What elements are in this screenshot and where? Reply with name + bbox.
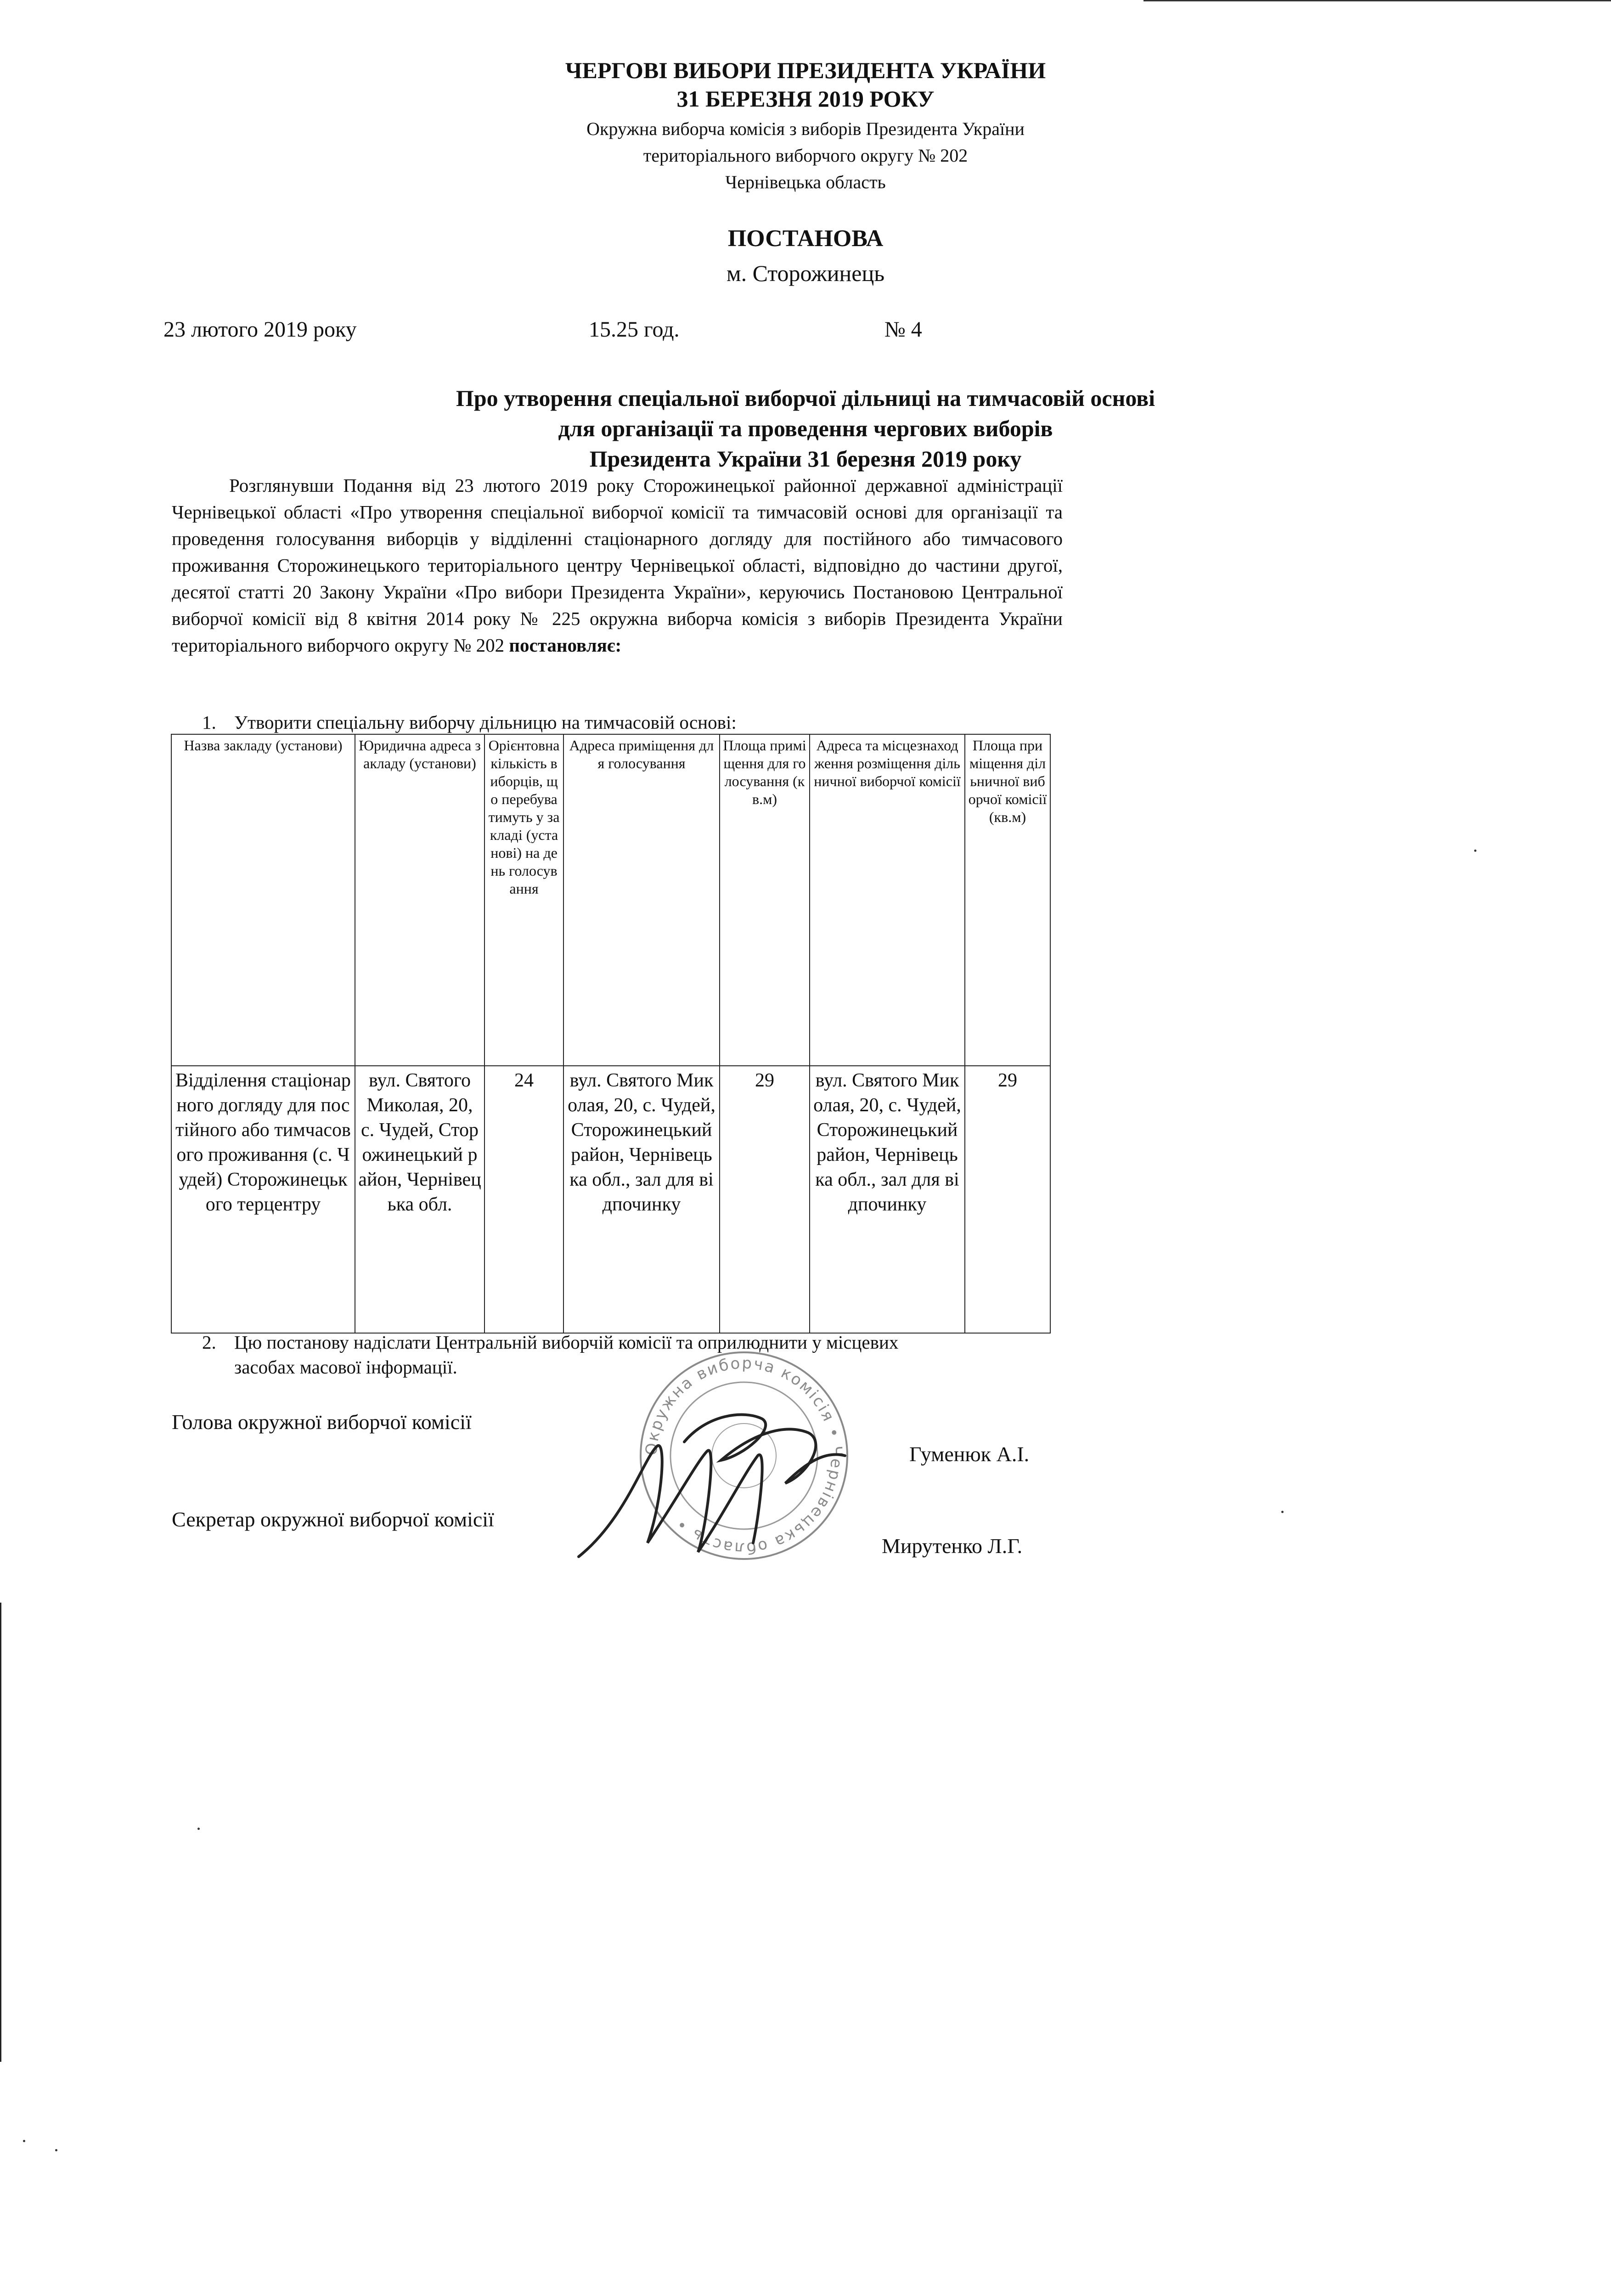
- item-1-text: Утворити спеціальну виборчу дільницю на тимчасовій основі:: [234, 712, 737, 733]
- table-cell: 24: [484, 1066, 563, 1333]
- scan-speck: [55, 2149, 57, 2151]
- subject-line-1: Про утворення спеціальної виборчої дільниці на тимчасовій основі: [456, 385, 1155, 411]
- scan-speck: [197, 1828, 200, 1830]
- table-header-cell: Юридична адреса закладу (установи): [355, 734, 484, 1066]
- chair-name: Гуменюк А.І.: [909, 1442, 1030, 1466]
- item-1: [202, 710, 737, 735]
- secretary-name: Мирутенко Л.Г.: [882, 1534, 1023, 1558]
- document-number: № 4: [884, 317, 922, 342]
- scan-speck: [1474, 850, 1476, 852]
- document-time: 15.25 год.: [589, 317, 680, 342]
- table-cell: 29: [720, 1066, 810, 1333]
- polling-station-table: [171, 734, 1051, 1334]
- table-cell: вул. Святого Миколая, 20, с. Чудей, Сторожинецький район, Чернівецька обл., зал для відпочинку: [810, 1066, 965, 1333]
- signature-scribble: [569, 1405, 854, 1570]
- svg-text:Окружна виборча комісія • Черн: Окружна виборча комісія • Чернівецька область •: [642, 1354, 846, 1558]
- scan-edge-line: [1143, 0, 1611, 1]
- preamble-text: Розглянувши Подання від 23 лютого 2019 року Сторожинецької районної державної адміністрації Чернівецької області «Про утворення спеціальної виборчої комісії та тимчасовій основі для організації та проведення голосування виборців у відділенні стаціонарного догляду для постійного або тимчасового проживання Сторожинецького територіального центру Чернівецької області, відповідно до частини другої, десятої статті 20 Закону України «Про вибори Президента України», керуючись Постановою Центральної виборчої комісії від 8 квітня 2014 року № 225 окружна виборча комісія з виборів Президента України територіального виборчого округу № 202: [172, 475, 1063, 656]
- table-header-cell: Площа приміщення для голосування (кв.м): [720, 734, 810, 1066]
- table-cell: 29: [965, 1066, 1050, 1333]
- election-title: ЧЕРГОВІ ВИБОРИ ПРЕЗИДЕНТА УКРАЇНИ: [565, 57, 1046, 83]
- secretary-title: Секретар окружної виборчої комісії: [172, 1508, 494, 1531]
- scan-speck: [23, 2140, 25, 2142]
- document-type: ПОСТАНОВА: [727, 225, 884, 252]
- item-2-number: 2.: [202, 1332, 216, 1353]
- document-city: м. Сторожинець: [726, 260, 885, 286]
- decision-word: постановляє:: [509, 635, 622, 656]
- table-row: [171, 1066, 1050, 1333]
- commission-name: Окружна виборча комісія з виборів Президента України: [586, 118, 1025, 139]
- preamble-paragraph: [172, 472, 1063, 658]
- table-header-cell: Площа приміщення дільничної виборчої комісії (кв.м): [965, 734, 1050, 1066]
- table-header-cell: Адреса приміщення для голосування: [563, 734, 720, 1066]
- item-1-number: 1.: [202, 712, 216, 733]
- subject-line-3: Президента України 31 березня 2019 року: [589, 446, 1022, 472]
- table-header-cell: Назва закладу (установи): [171, 734, 355, 1066]
- chair-title: Голова окружної виборчої комісії: [172, 1410, 472, 1434]
- table-cell: вул. Святого Миколая, 20, с. Чудей, Сторожинецький район, Чернівецька обл., зал для відпочинку: [563, 1066, 720, 1333]
- region-name: Чернівецька область: [725, 172, 886, 192]
- district-name: територіального виборчого округу № 202: [643, 145, 968, 166]
- table-cell: вул. Святого Миколая, 20, с. Чудей, Сторожинецький район, Чернівецька обл.: [355, 1066, 484, 1333]
- table-cell: Відділення стаціонарного догляду для постійного або тимчасового проживання (с. Чудей) Сторожинецького терцентру: [171, 1066, 355, 1333]
- document-date: 23 лютого 2019 року: [163, 317, 357, 342]
- subject-line-2: для організації та проведення чергових виборів: [558, 416, 1053, 441]
- table-header-row: [171, 734, 1050, 1066]
- item-2-text: Цю постанову надіслати Центральній виборчій комісії та оприлюднити у місцевих: [234, 1332, 899, 1353]
- table-header-cell: Орієнтовна кількість виборців, що перебуватимуть у закладі (установі) на день голосування: [484, 734, 563, 1066]
- scan-speck: [1281, 1511, 1284, 1513]
- election-date-title: 31 БЕРЕЗНЯ 2019 РОКУ: [676, 86, 935, 112]
- item-2-continuation: засобах масової інформації.: [234, 1356, 457, 1378]
- table-header-cell: Адреса та місцезнаходження розміщення дільничної виборчої комісії: [810, 734, 965, 1066]
- scan-edge-bar: [0, 1603, 1, 2062]
